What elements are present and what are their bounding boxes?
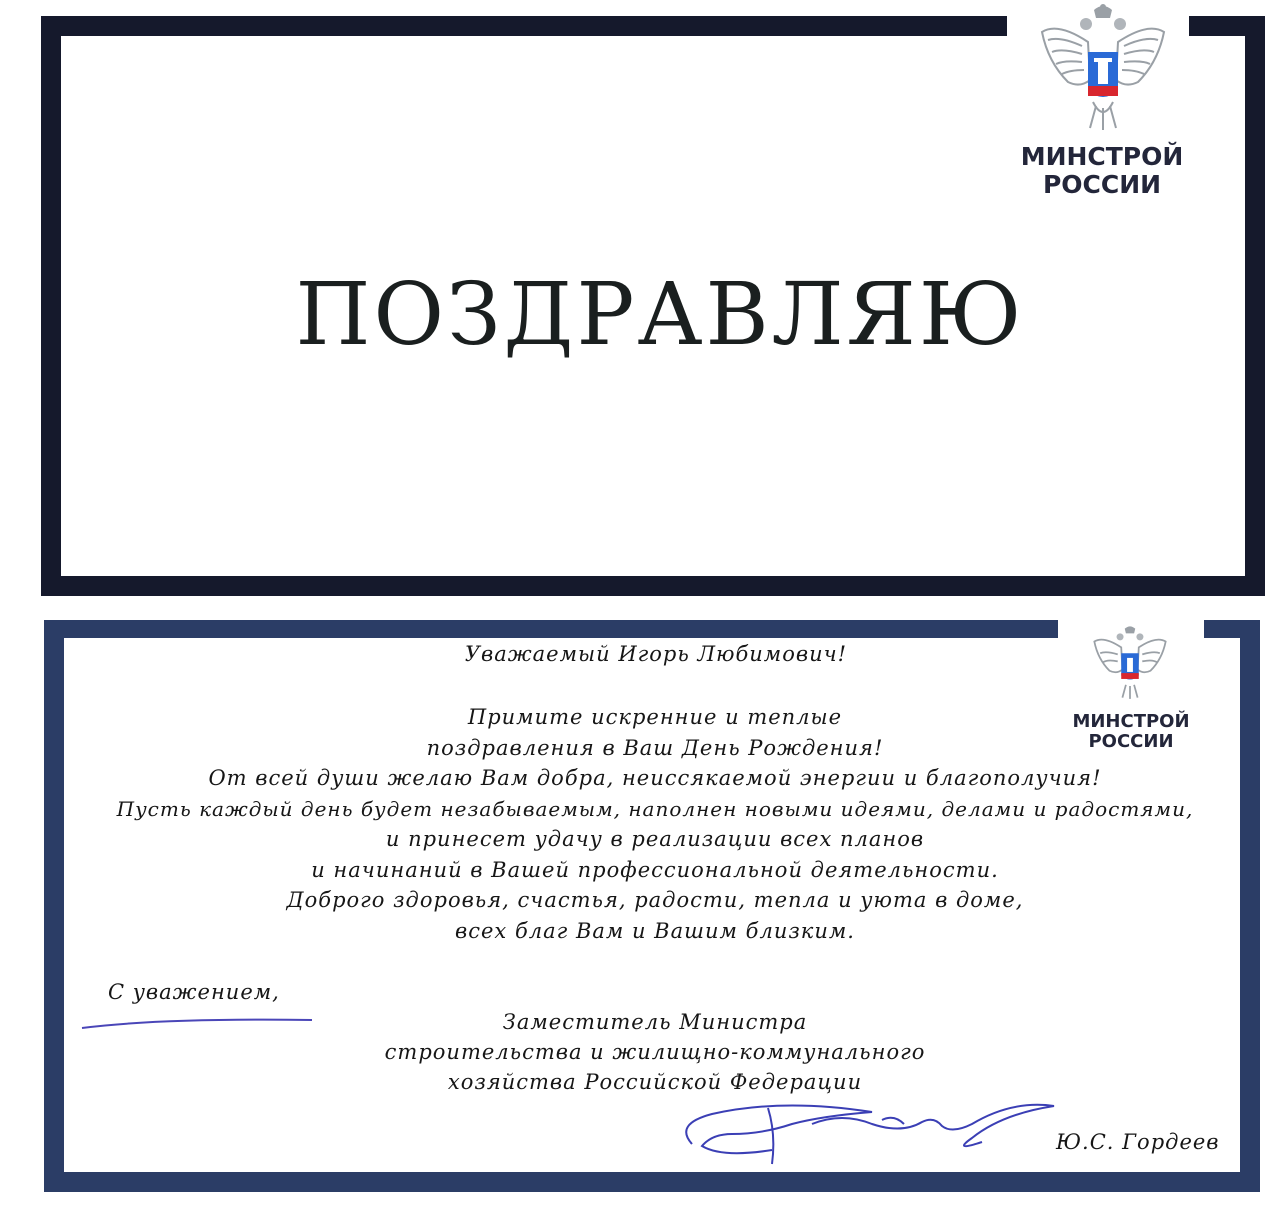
body-line: Примите искренние и теплые [467,705,843,729]
cover-title: ПОЗДРАВЛЯЮ [295,265,1025,365]
ministry-name-line1: МИНСТРОЙ [1020,142,1184,171]
body-line: От всей души желаю Вам добра, неиссякаемой энергии и благополучия! [208,766,1102,790]
frame-bottom-bar [41,576,1265,596]
ministry-name-line2: РОССИИ [1042,169,1162,199]
coat-of-arms-emblem [1038,2,1168,132]
frame-bottom-bar [44,1172,1260,1192]
position-line: строительства и жилищно-коммунального [384,1040,926,1064]
closing-underline [80,1012,316,1034]
handwritten-signature [672,1094,1062,1170]
ministry-name-line1: МИНСТРОЙ [1072,711,1190,732]
frame-left-bar [41,16,61,596]
body-line: поздравления в Ваш День Рождения! [426,735,884,760]
position-line: хозяйства Российской Федерации [447,1070,863,1094]
body-line: и начинаний в Вашей профессиональной деятельности. [311,857,999,882]
frame-top-bar [44,620,1058,638]
letter-closing: С уважением, [108,980,280,1004]
position-line: Заместитель Министра [502,1010,808,1034]
frame-top-right-stub [1189,16,1265,36]
letter-salutation: Уважаемый Игорь Любимович! [464,642,848,666]
frame-top-bar [41,16,1007,36]
body-line: и принесет удачу в реализации всех планов [385,827,925,851]
ministry-brand-top [1000,143,1204,198]
body-line: Доброго здоровья, счастья, радости, тепла и уюта в доме, [286,888,1024,912]
letter-body [0,702,1280,946]
body-line: Пусть каждый день будет незабываемым, наполнен новыми идеями, делами и радостями, [116,796,1194,821]
ministry-name-line2: РОССИИ [1088,730,1174,752]
signer-name: Ю.С. Гордеев [1056,1130,1220,1154]
body-line: всех благ Вам и Вашим близким. [455,918,855,943]
signer-position [300,1007,1010,1097]
double-headed-eagle-icon [1038,2,1168,132]
